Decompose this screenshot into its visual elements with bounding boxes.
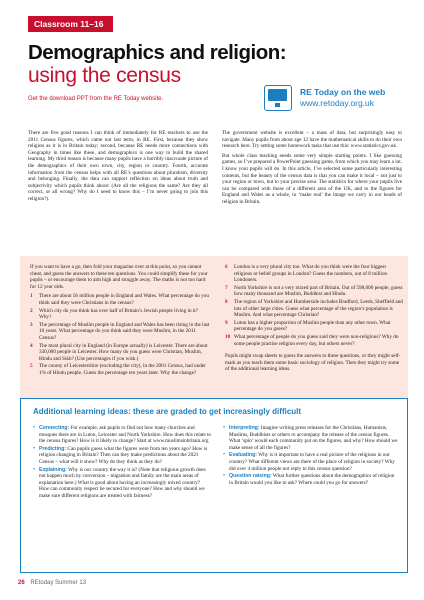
quiz-outro: Pupils might swap sheets to guess the answers to these questions, or they might self-mark as you teach them some basic sociology of religion. Then they might try some of the additional learning ideas.	[225, 353, 401, 373]
learning-ideas-panel	[20, 398, 408, 573]
bullet-icon: •	[33, 425, 36, 431]
page-subtitle: Get the download PPT from the RE Today website.	[28, 96, 164, 102]
intro-column-right	[222, 130, 402, 209]
quiz-question: 3 The percentage of Muslim people in England and Wales has been rising in the last 10 years. What percentage do you think said they were Muslim, in the 2011 Census?	[30, 321, 210, 341]
page-title: Demographics and religion:	[28, 41, 287, 64]
learning-ideas-column-left	[33, 425, 211, 501]
learning-idea: • Question raising: What further questions about the demographics of religion in Britain would you like to ask? Where could you go for answers?	[223, 473, 395, 486]
quiz-question: 10 What percentage of people do you guess said they were non-religious? Why do some people practise religion every day, but others never?	[225, 333, 399, 347]
bullet-icon: •	[33, 466, 36, 473]
quiz-question: 6 London is a very plural city too. What do you think were the four biggest religious or belief groups in London? Guess the numbers, out of 8 million Londoners.	[225, 264, 388, 284]
page-footer	[18, 580, 86, 586]
learning-ideas-column-right	[223, 425, 399, 487]
quiz-question: 5 The county of Leicestershire (excluding the city), in the 2001 Census, had under 1% of Hindu people. Guess the percentage ten years later. Why the change?	[30, 363, 206, 376]
learning-idea: • Evaluating: Why is it important to have a real picture of the religions in our country? What different views are there of the place of religion in society? Why did over 4 million people not reply to this census question?	[223, 452, 395, 472]
website-link[interactable]: www.retoday.org.uk	[300, 98, 375, 108]
quiz-question: 2 Which city do you think has over half of Britain’s Jewish people living in it? Why?	[30, 307, 199, 321]
quiz-question: 4 The most plural city in England (in Europe actually) is Leicester. There are about 330,000 people in Leicester. How many do you guess were Christian, Muslim, Hindu and Sikh? (Use percentages if you wish.)	[30, 342, 208, 362]
quiz-question: 7 North Yorkshire is not a very mixed part of Britain. Out of 598,000 people, guess how many thousand are Muslim, Buddhist and Hindu.	[225, 284, 403, 298]
learning-idea: • Explaining: Why is our country the way it is? (Note that religious growth does not happen much by conversion – migration and family are the main areas of explanation here.) What is good about having an increasingly mixed country? How can community respect be secured for everyone? How and why should we make sure different religions are treated with fairness?	[33, 466, 206, 499]
page-number: 26	[18, 580, 25, 586]
section-label: Classroom 11–16	[28, 16, 113, 32]
bullet-icon: •	[223, 473, 226, 480]
quiz-column-right	[225, 264, 403, 373]
intro-paragraph: But whole class teaching needs some very simple starting points. I like guessing games, so I’ve prepared a PowerPoint guessing game, from which you may learn a lot. I know your pupils will do. In this article, I’ve selected some particularly interesting contents, but the beauty of the census data is that you can make it local – not just to your region or town, but to your precise area. The statistics for where your pupils live can be compared with those of a different area of the UK, and to the figures for England and Wales as a whole, to ‘make real’ the image we carry in our heads of religion in Britain.	[222, 152, 402, 205]
bullet-icon: •	[223, 425, 226, 431]
bullet-icon: •	[223, 452, 226, 459]
quiz-intro: If you want to have a go, then fold your magazine over at this point, so you cannot cheat, and guess the answers to these ten questions. You could simplify these for your pupils – or encourage them to aim high and struggle away. The maths is not too hard for 12 year olds.	[30, 264, 208, 290]
quiz-question: 9 Luton has a higher proportion of Muslim people than any other town. What percentage do you guess?	[225, 319, 391, 333]
learning-idea: • Connecting: For example, ask pupils to find out how many churches and mosques there are in Luton, Leicester and North Yorkshire. How does this relate to the census figures? How is it likely to change? Start at www.muslimsinbritain.org	[33, 425, 212, 445]
issue-label: REtoday Summer 13	[30, 580, 87, 586]
quiz-question: 1 There are about 56 million people in England and Wales. What percentage do you think said they were Christians in the census?	[30, 293, 209, 306]
intro-column-left	[28, 130, 208, 206]
learning-idea: • Predicting: Can pupils guess what the figures were from ten years ago? How is religion changing in Britain? Then can they make predictions about the 2021 Census – what will it show? Why do they think as they do?	[33, 445, 208, 465]
computer-monitor-icon	[264, 85, 292, 111]
quiz-column-left	[30, 264, 210, 378]
bullet-icon: •	[33, 445, 36, 452]
website-callout-title: RE Today on the web	[300, 87, 386, 97]
website-callout[interactable]	[264, 80, 404, 116]
learning-ideas-heading: Additional learning ideas: these are graded to get increasingly difficult	[33, 407, 302, 416]
learning-idea: • Interpreting: Imagine writing press releases for the Christians, Humanists, Muslims, Buddhists or others to accompany the release of the census figures. What ‘spin’ would each community put on the figures, and why? How should we make sense of all the figures?	[223, 425, 398, 451]
intro-paragraph: The government website is excellent – a mass of data, but surprisingly easy to navigate. Many pupils from about age 12 have the mathematical skills to do their own research here. Try setting some homework tasks that use this: www.statistics.gov.uk.	[222, 130, 402, 150]
page-title-secondary: using the census	[28, 64, 181, 87]
intro-paragraph: There are five good reasons I can think of immediately for RE teachers to use the 2011 Census figures, which came out last term, in RE. First, because they show religion as it is in Britain today; second, because RE needs more connections with Geography in times like these, and demographics is one way to build the shared learning. My third reason is because many pupils have a horribly inaccurate picture of the demographics of their own town, city, region or country. Fourth, accurate information from the census helps with all RE’s questions about pluralism, diversity and belonging. Finally, the data can support reflection on ideas about truth and subjectivity which pupils think about: (Are all the religions the same? Are they all correct, or all wrong? Why do I need to know this – I’m never going to join this religion?).	[28, 130, 208, 202]
quiz-question: 8 The region of Yorkshire and Humberside includes Bradford, Leeds, Sheffield and lots of other large cities. Guess what percentage of the region’s population is Muslim. And what percentage Christian?	[225, 298, 403, 319]
